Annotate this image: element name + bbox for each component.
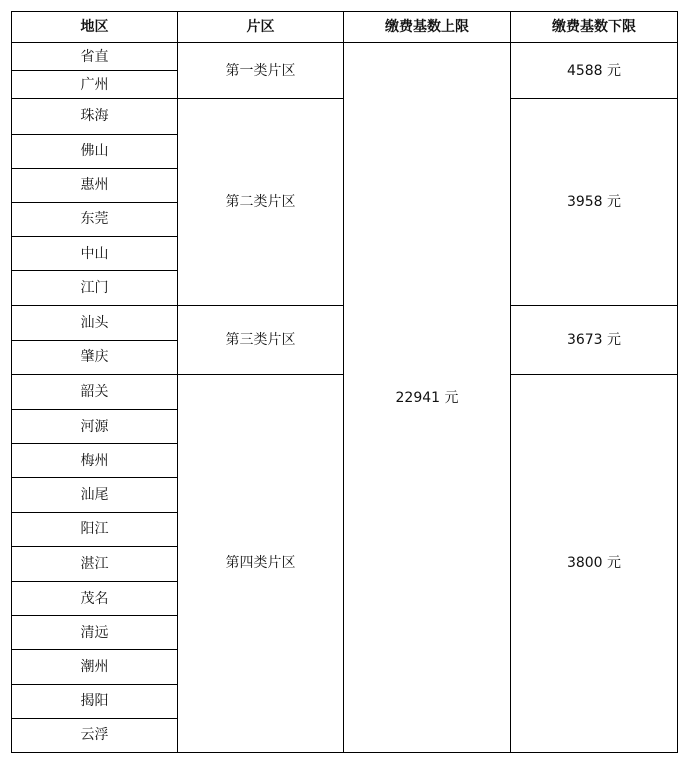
region-cell: 湛江: [12, 546, 178, 581]
zone-cell: 第四类片区: [178, 374, 344, 752]
region-cell: 梅州: [12, 444, 178, 478]
region-cell: 阳江: [12, 512, 178, 546]
header-upper-limit: 缴费基数上限: [344, 12, 511, 43]
upper-limit-cell: 22941 元: [344, 43, 511, 753]
region-cell: 河源: [12, 410, 178, 444]
region-cell: 韶关: [12, 374, 178, 409]
header-zone: 片区: [178, 12, 344, 43]
region-cell: 潮州: [12, 650, 178, 684]
header-region: 地区: [12, 12, 178, 43]
region-cell: 省直: [12, 43, 178, 71]
zone-cell: 第一类片区: [178, 43, 344, 99]
zone-cell: 第二类片区: [178, 99, 344, 306]
region-cell: 江门: [12, 271, 178, 306]
region-cell: 惠州: [12, 168, 178, 202]
region-cell: 肇庆: [12, 340, 178, 374]
lower-limit-cell: 4588 元: [511, 43, 678, 99]
header-lower-limit: 缴费基数下限: [511, 12, 678, 43]
region-cell: 茂名: [12, 581, 178, 615]
region-cell: 汕头: [12, 306, 178, 340]
region-cell: 佛山: [12, 134, 178, 168]
region-cell: 云浮: [12, 718, 178, 752]
lower-limit-cell: 3958 元: [511, 99, 678, 306]
lower-limit-cell: 3673 元: [511, 306, 678, 374]
lower-limit-cell: 3800 元: [511, 374, 678, 752]
region-cell: 东莞: [12, 202, 178, 236]
table-row: [12, 43, 678, 71]
region-cell: 广州: [12, 71, 178, 99]
region-cell: 中山: [12, 237, 178, 271]
region-cell: 珠海: [12, 99, 178, 134]
table-header-row: [12, 12, 678, 43]
zone-cell: 第三类片区: [178, 306, 344, 374]
region-cell: 汕尾: [12, 478, 178, 512]
contribution-base-table: [11, 11, 678, 753]
table-body: [12, 43, 678, 753]
region-cell: 揭阳: [12, 684, 178, 718]
region-cell: 清远: [12, 616, 178, 650]
